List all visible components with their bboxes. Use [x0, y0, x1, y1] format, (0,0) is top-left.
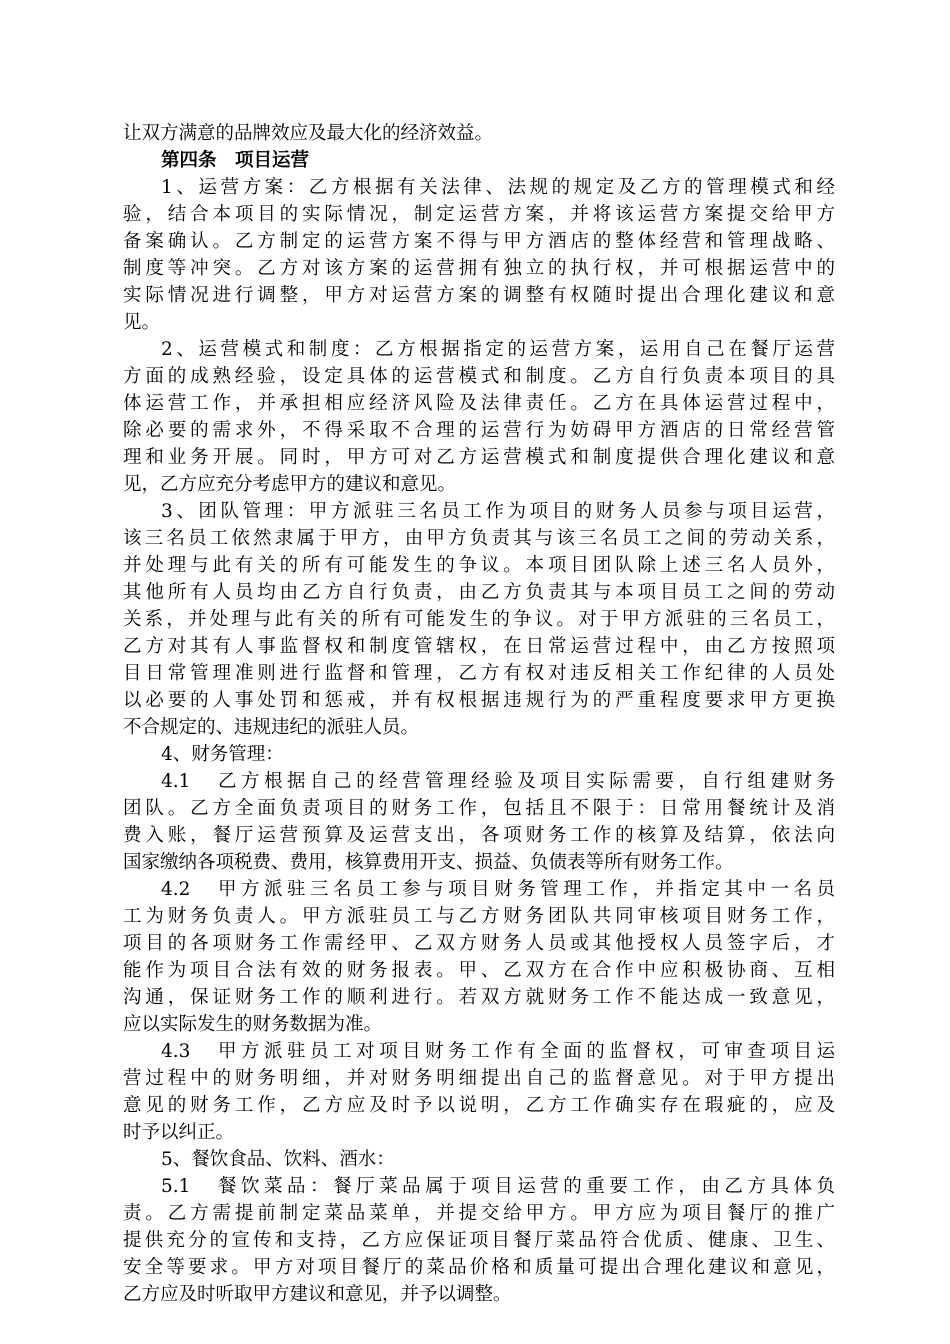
paragraph-line: 2、运营模式和制度：乙方根据指定的运营方案，运用自己在餐厅运营	[161, 339, 835, 360]
paragraph-line: 4.2 甲方派驻三名员工参与项目财务管理工作，并指定其中一名员	[161, 879, 835, 900]
paragraph-line: 1、运营方案：乙方根据有关法律、法规的规定及乙方的管理模式和经	[161, 177, 835, 198]
paragraph-line: 备案确认。乙方制定的运营方案不得与甲方酒店的整体经营和管理战略、	[123, 231, 835, 252]
paragraph-line: 见。	[123, 312, 161, 333]
paragraph-line: 不合规定的、违规违纪的派驻人员。	[123, 717, 420, 738]
paragraph-line: 验，结合本项目的实际情况，制定运营方案，并将该运营方案提交给甲方	[123, 204, 835, 225]
paragraph-line: 国家缴纳各项税费、费用，核算费用开支、损益、负债表等所有财务工作。	[123, 852, 734, 873]
section-heading: 第四条 项目运营	[161, 150, 310, 171]
paragraph-line: 4.3 甲方派驻员工对项目财务工作有全面的监督权，可审查项目运	[161, 1041, 835, 1062]
paragraph-line: 工为财务负责人。甲方派驻员工与乙方财务团队共同审核项目财务工作，	[123, 906, 835, 927]
paragraph-line: 能作为项目合法有效的财务报表。甲、乙双方在合作中应积极协商、互相	[123, 960, 835, 981]
paragraph-line: 并处理与此有关的所有可能发生的争议。本项目团队除上述三名人员外，	[123, 555, 835, 576]
paragraph-line: 项目的各项财务工作需经甲、乙双方财务人员或其他授权人员签字后，才	[123, 933, 835, 954]
paragraph-line: 让双方满意的品牌效应及最大化的经济效益。	[123, 123, 494, 144]
paragraph-line: 乙方应及时听取甲方建议和意见，并予以调整。	[123, 1284, 512, 1305]
paragraph-line: 体运营工作，并承担相应经济风险及法律责任。乙方在具体运营过程中，	[123, 393, 835, 414]
paragraph-line: 制度等冲突。乙方对该方案的运营拥有独立的执行权，并可根据运营中的	[123, 258, 835, 279]
paragraph-line: 时予以纠正。	[123, 1122, 235, 1143]
paragraph-line: 见，乙方应充分考虑甲方的建议和意见。	[123, 474, 457, 495]
paragraph-line: 提供充分的宣传和支持，乙方应保证项目餐厅菜品符合优质、健康、卫生、	[123, 1230, 835, 1251]
paragraph-line: 4、财务管理：	[161, 744, 284, 765]
paragraph-line: 应以实际发生的财务数据为准。	[123, 1014, 383, 1035]
paragraph-line: 其他所有人员均由乙方自行负责，由乙方负责其与本项目员工之间的劳动	[123, 582, 835, 603]
paragraph-line: 沟通，保证财务工作的顺利进行。若双方就财务工作不能达成一致意见，	[123, 987, 835, 1008]
paragraph-line: 目日常管理准则进行监督和管理，乙方有权对违反相关工作纪律的人员处	[123, 663, 835, 684]
paragraph-line: 意见的财务工作，乙方应及时予以说明，乙方工作确实存在瑕疵的，应及	[123, 1095, 835, 1116]
paragraph-line: 实际情况进行调整，甲方对运营方案的调整有权随时提出合理化建议和意	[123, 285, 835, 306]
paragraph-line: 费入账，餐厅运营预算及运营支出，各项财务工作的核算及结算，依法向	[123, 825, 835, 846]
paragraph-line: 关系，并处理与此有关的所有可能发生的争议。对于甲方派驻的三名员工，	[123, 609, 835, 630]
paragraph-line: 理和业务开展。同时，甲方可对乙方运营模式和制度提供合理化建议和意	[123, 447, 835, 468]
paragraph-line: 安全等要求。甲方对项目餐厅的菜品价格和质量可提出合理化建议和意见，	[123, 1257, 835, 1278]
paragraph-line: 责。乙方需提前制定菜品菜单，并提交给甲方。甲方应为项目餐厅的推广	[123, 1203, 835, 1224]
paragraph-line: 乙方对其有人事监督权和制度管辖权，在日常运营过程中，由乙方按照项	[123, 636, 835, 657]
document-body	[123, 120, 835, 1308]
paragraph-line: 该三名员工依然隶属于甲方，由甲方负责其与该三名员工之间的劳动关系，	[123, 528, 835, 549]
paragraph-line: 5、餐饮食品、饮料、酒水：	[161, 1149, 395, 1170]
paragraph-line: 以必要的人事处罚和惩戒，并有权根据违规行为的严重程度要求甲方更换	[123, 690, 835, 711]
paragraph-line: 3、团队管理：甲方派驻三名员工作为项目的财务人员参与项目运营，	[161, 501, 835, 522]
paragraph-line: 4.1 乙方根据自己的经营管理经验及项目实际需要，自行组建财务	[161, 771, 835, 792]
paragraph-line: 方面的成熟经验，设定具体的运营模式和制度。乙方自行负责本项目的具	[123, 366, 835, 387]
paragraph-line: 团队。乙方全面负责项目的财务工作，包括且不限于：日常用餐统计及消	[123, 798, 835, 819]
paragraph-line: 除必要的需求外，不得采取不合理的运营行为妨碍甲方酒店的日常经营管	[123, 420, 835, 441]
paragraph-line: 营过程中的财务明细，并对财务明细提出自己的监督意见。对于甲方提出	[123, 1068, 835, 1089]
paragraph-line: 5.1 餐饮菜品：餐厅菜品属于项目运营的重要工作，由乙方具体负	[161, 1176, 835, 1197]
